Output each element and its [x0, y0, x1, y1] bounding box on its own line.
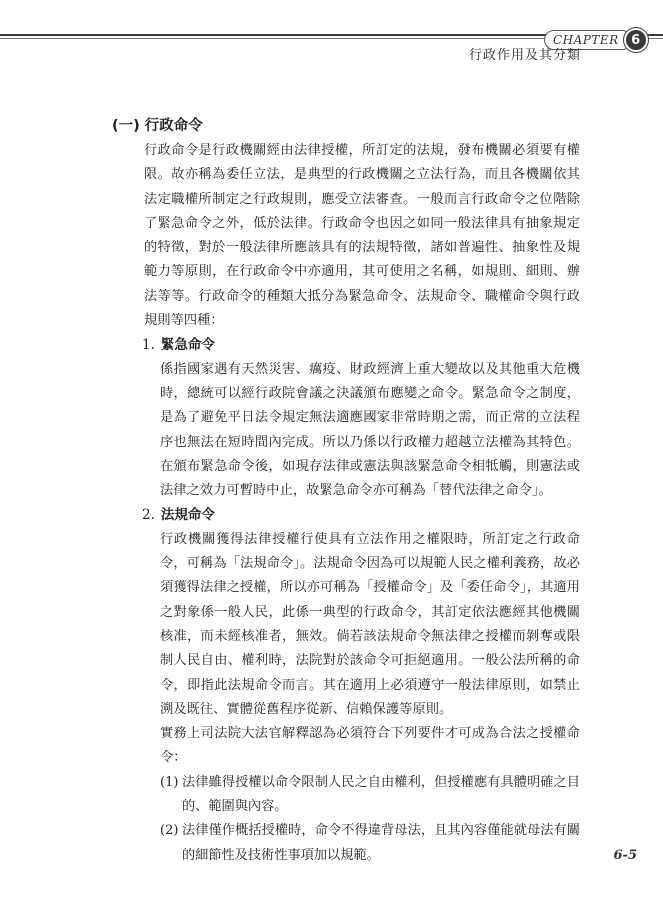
item-paragraph: 實務上司法院大法官解釋認為必須符合下列要件才可成為合法之授權命令：: [160, 726, 580, 766]
item-number: 1.: [142, 337, 155, 354]
chapter-number: 6: [624, 28, 648, 52]
sub-item-text: 法律僅作概括授權時，命令不得違背母法，且其內容僅能就母法有關的細節性及技術性事項加以規範。: [182, 823, 580, 863]
page-content: [112, 114, 582, 868]
item-heading-emergency-order: [142, 333, 582, 357]
section-title: (一) 行政命令: [112, 118, 203, 134]
item-title: 法規命令: [160, 507, 215, 524]
intro-paragraph: 行政命令是行政機關經由法律授權，所訂定的法規，發布機關必須要有權限。故亦稱為委任立法，是典型的行政機關之立法行為，而且各機關依其法定職權所制定之行政規則，應受立法審查。一般而言行政命令之位階除了緊急命令之外，低於法律。行政命令也因之如同一般法律具有抽象規定的特徵，對於一般法律所應該具有的法規特徵，諸如普遍性、抽象性及規範力等原則，在行政命令中亦適用，其可使用之名稱，如規則、細則、辦法等等。行政命令的種類大抵分為緊急命令、法規命令、職權命令與行政規則等四種：: [144, 143, 580, 329]
page-number: 6-5: [613, 848, 637, 863]
sub-item: [160, 771, 580, 820]
chapter-label: CHAPTER: [544, 30, 632, 50]
sub-item: [160, 819, 580, 868]
item-paragraph: 行政機關獲得法律授權行使具有立法作用之權限時，所訂定之行政命令，可稱為「法規命令」。法規命令因為可以規範人民之權利義務，故必須獲得法律之授權，所以亦可稱為「授權命令」及「委任命令」，其適用之對象係一般人民，此係一典型的行政命令，其訂定依法應經其他機關核准，而未經核准者，無效。倘若該法規命令無法律之授權而剝奪或限制人民自由、權利時，法院對於該命令可拒絕適用。一般公法所稱的命令，即指此法規命令而言。其在適用上必須遵守一般法律原則，如禁止溯及既往、實體從舊程序從新、信賴保護等原則。: [160, 531, 580, 717]
item-paragraph: 係指國家遇有天然災害、癘疫、財政經濟上重大變故以及其他重大危機時，總統可以經行政院會議之決議頒布應變之命令。緊急命令之制度，是為了避免平日法令規定無法適應國家非常時期之需，而正常的立法程序也無法在短時間內完成。所以乃係以行政權力超越立法權為其特色。在頒布緊急命令後，如現存法律或憲法與該緊急命令相牴觸，則憲法或法律之效力可暫時中止，故緊急命令亦可稱為「替代法律之命令」。: [160, 361, 580, 499]
item-title: 緊急命令: [160, 337, 215, 354]
item-number: 2.: [142, 507, 155, 524]
chapter-subtitle: 行政作用及其分類: [468, 48, 581, 63]
sub-item-number: (1): [160, 774, 179, 790]
item-heading-regulatory-order: [142, 503, 582, 527]
sub-item-number: (2): [160, 823, 179, 839]
sub-item-text: 法律雖得授權以命令限制人民之自由權利，但授權應有具體明確之目的、範圍與內容。: [182, 774, 580, 815]
